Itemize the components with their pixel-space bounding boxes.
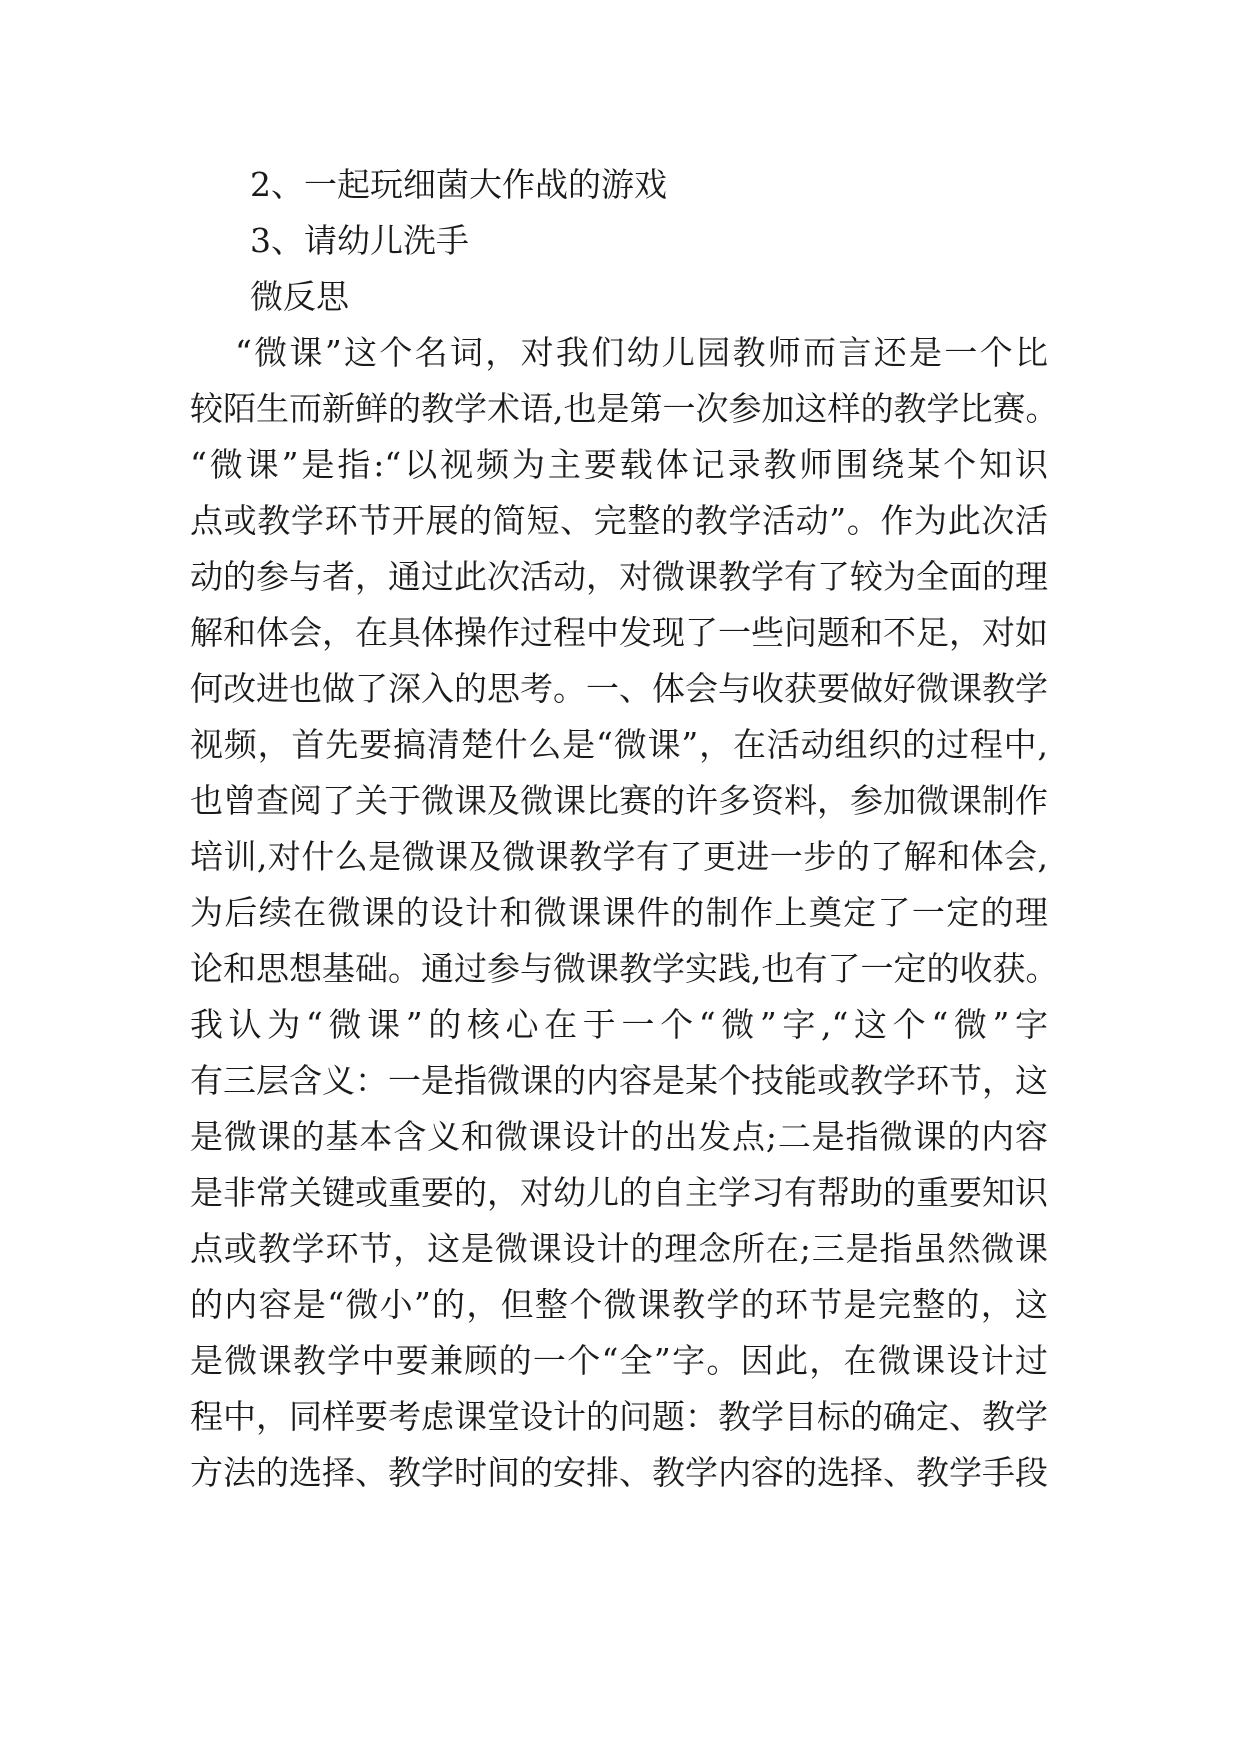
paragraph-line: 有三层含义：一是指微课的内容是某个技能或教学环节，这 bbox=[190, 1061, 1048, 1100]
paragraph-line: 论和思想基础。通过参与微课教学实践,也有了一定的收获。 bbox=[190, 949, 1059, 988]
paragraph-line: 解和体会，在具体操作过程中发现了一些问题和不足，对如 bbox=[190, 613, 1048, 652]
paragraph-line: “微课”这个名词，对我们幼儿园教师而言还是一个比 bbox=[235, 333, 1048, 372]
paragraph-line: “微课”是指:“以视频为主要载体记录教师围绕某个知识 bbox=[190, 445, 1048, 484]
paragraph-line: 是微课的基本含义和微课设计的出发点;二是指微课的内容 bbox=[190, 1117, 1048, 1156]
paragraph-line: 视频，首先要搞清楚什么是“微课”，在活动组织的过程中, bbox=[190, 725, 1048, 764]
paragraph-line: 培训,对什么是微课及微课教学有了更进一步的了解和体会, bbox=[190, 837, 1048, 876]
paragraph-line: 何改进也做了深入的思考。一、体会与收获要做好微课教学 bbox=[190, 669, 1048, 708]
paragraph-line: 是非常关键或重要的，对幼儿的自主学习有帮助的重要知识 bbox=[190, 1173, 1048, 1212]
paragraph-line: 方法的选择、教学时间的安排、教学内容的选择、教学手段 bbox=[190, 1453, 1048, 1492]
paragraph-line: 也曾查阅了关于微课及微课比赛的许多资料，参加微课制作 bbox=[190, 781, 1048, 820]
section-heading: 微反思 bbox=[250, 277, 349, 316]
paragraph-line: 为后续在微课的设计和微课课件的制作上奠定了一定的理 bbox=[190, 893, 1048, 932]
paragraph-line: 程中，同样要考虑课堂设计的问题：教学目标的确定、教学 bbox=[190, 1397, 1048, 1436]
list-item-3: 3、请幼儿洗手 bbox=[250, 221, 469, 260]
paragraph-line: 是微课教学中要兼顾的一个“全”字。因此，在微课设计过 bbox=[190, 1341, 1048, 1380]
paragraph-line: 动的参与者，通过此次活动，对微课教学有了较为全面的理 bbox=[190, 557, 1048, 596]
list-item-2: 2、一起玩细菌大作战的游戏 bbox=[250, 165, 667, 204]
paragraph-line: 我认为“微课”的核心在于一个“微”字,“这个“微”字 bbox=[190, 1005, 1048, 1044]
paragraph-line: 的内容是“微小”的，但整个微课教学的环节是完整的，这 bbox=[190, 1285, 1048, 1324]
paragraph-line: 点或教学环节开展的简短、完整的教学活动”。作为此次活 bbox=[190, 501, 1048, 540]
paragraph-line: 点或教学环节，这是微课设计的理念所在;三是指虽然微课 bbox=[190, 1229, 1048, 1268]
paragraph-line: 较陌生而新鲜的教学术语,也是第一次参加这样的教学比赛。 bbox=[190, 389, 1059, 428]
